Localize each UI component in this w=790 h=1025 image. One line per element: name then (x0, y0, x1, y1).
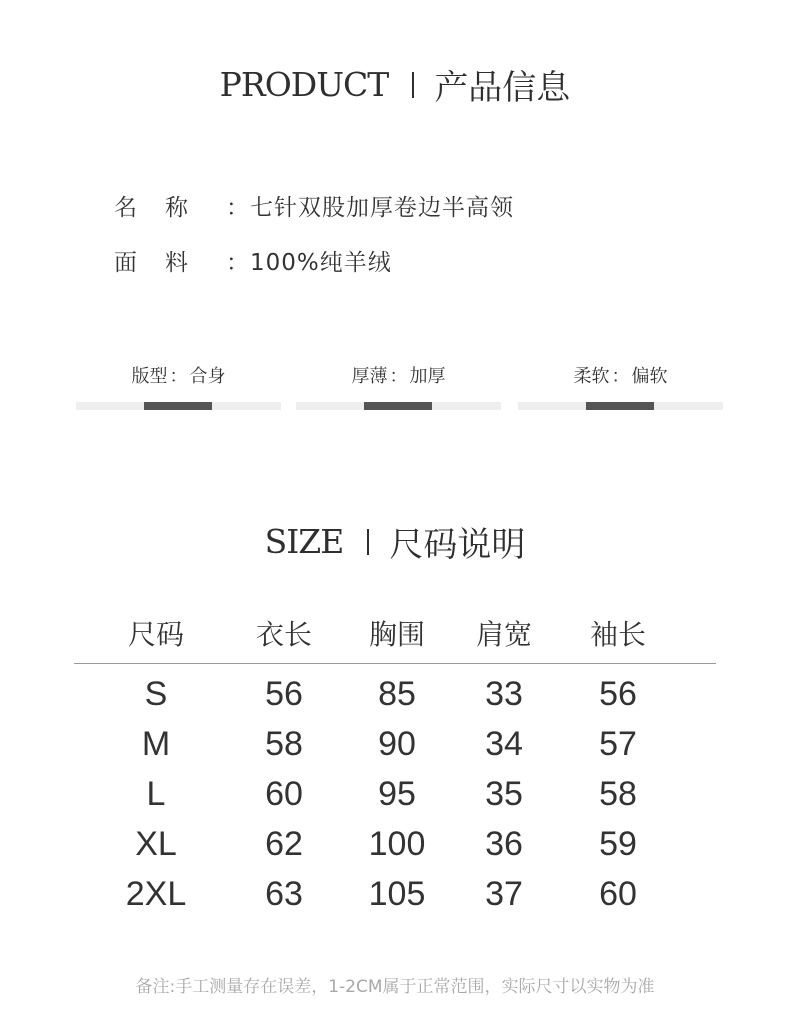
attribute-colon: ： (611, 366, 630, 387)
indicator-pointer (394, 397, 404, 402)
table-cell: S (144, 675, 168, 713)
attribute-fit-indicator (76, 402, 281, 410)
product-heading-en: PRODUCT (219, 65, 389, 104)
size-table (74, 605, 716, 913)
fabric-row (114, 244, 392, 277)
attribute-value: 加厚 (409, 366, 446, 387)
table-cell: 58 (265, 725, 303, 763)
size-heading-cn: 尺码说明 (389, 525, 526, 565)
table-cell: 37 (485, 875, 523, 913)
table-cell: L (146, 775, 166, 813)
table-cell: 58 (599, 775, 637, 813)
attribute-softness (518, 362, 723, 388)
attribute-fit (76, 362, 281, 388)
table-cell: 63 (265, 875, 303, 913)
product-section-heading (0, 60, 790, 109)
indicator-fill (364, 402, 432, 410)
table-row (74, 775, 716, 825)
table-cell: 35 (485, 775, 523, 813)
table-cell: 57 (599, 725, 637, 763)
fabric-colon: ： (226, 250, 250, 276)
header-chest: 胸围 (368, 618, 425, 651)
measurement-footnote: 备注:手工测量存在误差，1-2CM属于正常范围，实际尺寸以实物为准 (135, 977, 655, 997)
heading-divider (412, 72, 414, 98)
attribute-colon: ： (169, 366, 188, 387)
size-heading-en: SIZE (264, 522, 344, 561)
fabric-value: 100%纯羊绒 (250, 250, 392, 276)
product-name-colon: ： (226, 195, 250, 221)
attribute-colon: ： (389, 366, 408, 387)
attribute-value: 合身 (189, 366, 226, 387)
table-cell: 33 (485, 675, 523, 713)
attribute-softness-indicator (518, 402, 723, 410)
indicator-fill (144, 402, 212, 410)
table-cell: 95 (378, 775, 416, 813)
attribute-label: 柔软 (573, 366, 610, 387)
product-name-value: 七针双股加厚卷边半高领 (250, 195, 514, 221)
table-cell: 56 (599, 675, 637, 713)
indicator-pointer (174, 397, 184, 402)
table-cell: 56 (265, 675, 303, 713)
table-cell: 34 (485, 725, 523, 763)
heading-divider (367, 529, 369, 555)
size-table-header (74, 605, 716, 663)
table-cell: 36 (485, 825, 523, 863)
header-length: 衣长 (255, 618, 312, 651)
fabric-label: 面料 (114, 250, 216, 276)
table-cell: XL (135, 825, 177, 863)
table-row (74, 875, 716, 925)
product-name-row (114, 189, 514, 222)
product-name-label: 名称 (114, 195, 216, 221)
attribute-thickness (296, 362, 501, 388)
attribute-label: 厚薄 (351, 366, 388, 387)
table-row (74, 725, 716, 775)
table-divider (74, 663, 716, 664)
header-size: 尺码 (127, 618, 184, 651)
indicator-fill (586, 402, 654, 410)
header-sleeve: 袖长 (589, 618, 646, 651)
size-section-heading (0, 517, 790, 566)
attribute-value: 偏软 (631, 366, 668, 387)
product-heading-cn: 产品信息 (434, 68, 571, 108)
table-cell: M (141, 725, 171, 763)
table-cell: 62 (265, 825, 303, 863)
table-cell: 85 (378, 675, 416, 713)
table-cell: 90 (378, 725, 416, 763)
header-shoulder: 肩宽 (475, 618, 532, 651)
table-row (74, 825, 716, 875)
table-cell: 60 (265, 775, 303, 813)
table-row (74, 675, 716, 725)
table-cell: 59 (599, 825, 637, 863)
table-cell: 105 (368, 875, 426, 913)
table-cell: 2XL (125, 875, 187, 913)
attribute-label: 版型 (131, 366, 168, 387)
attribute-thickness-indicator (296, 402, 501, 410)
table-cell: 100 (368, 825, 426, 863)
table-cell: 60 (599, 875, 637, 913)
indicator-pointer (616, 397, 626, 402)
